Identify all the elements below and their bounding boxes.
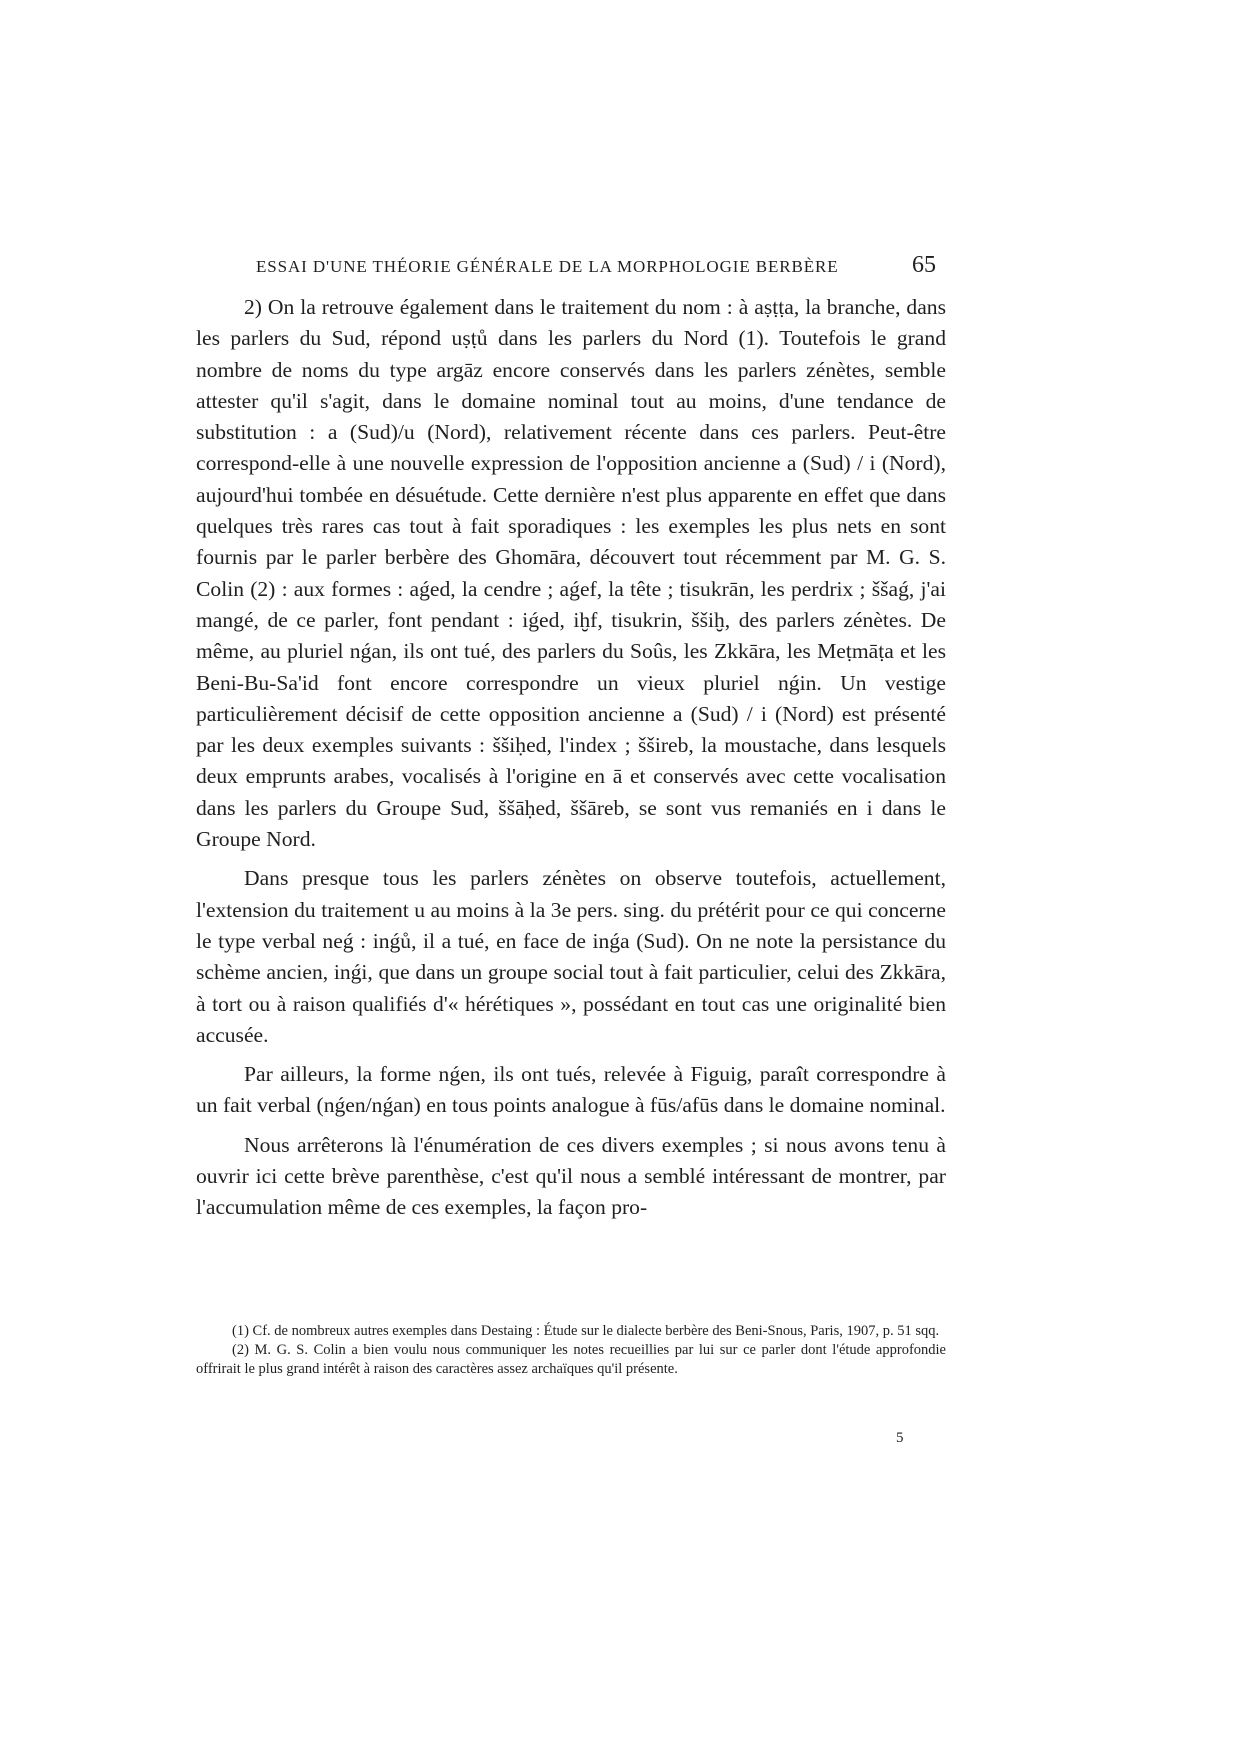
footnote-1: (1) Cf. de nombreux autres exemples dans Destaing : Étude sur le dialecte berbère des Beni-Snous, Paris, 1907, p. 51 sqq.: [232, 1323, 940, 1339]
page-number: 65: [912, 252, 936, 278]
signature-mark: 5: [896, 1430, 904, 1446]
footnotes: [196, 1322, 946, 1379]
paragraph-4: Nous arrêterons là l'énumération de ces divers exemples ; si nous avons tenu à ouvrir ici cette brève parenthèse, c'est qu'il nous a semblé intéressant de montrer, par l'accumulation même de ces exemples, la façon pro-: [196, 1132, 946, 1220]
body-text: [196, 292, 946, 1224]
running-title: ESSAI D'UNE THÉORIE GÉNÉRALE DE LA MORPHOLOGIE BERBÈRE: [256, 257, 839, 276]
paragraph-1: 2) On la retrouve également dans le traitement du nom : à aṣṭṭa, la branche, dans les parlers du Sud, répond uṣṭů dans les parlers du Nord (1). Toutefois le grand nombre de noms du type argāz encore conservés dans les parlers zénètes, semble attester qu'il s'agit, dans le domaine nominal tout au moins, d'une tendance de substitution : a (Sud)/u (Nord), relativement récente dans ces parlers. Peut-être correspond-elle à une nouvelle expression de l'opposition ancienne a (Sud) / i (Nord), aujourd'hui tombée en désuétude. Cette dernière n'est plus apparente en effet que dans quelques très rares cas tout à fait sporadiques : les exemples les plus nets en sont fournis par le parler berbère des Ghomāra, découvert tout récemment par M. G. S. Colin (2) : aux formes : aǵed, la cendre ; aǵef, la tête ; tisukrān, les perdrix ; ššaǵ, j'ai mangé, de ce parler, font pendant : iǵed, iḫf, tisukrin, ššiḫ, des parlers zénètes. De même, au pluriel nǵan, ils ont tué, des parlers du Soûs, les Zkkāra, les Meṭmāṭa et les Beni-Bu-Sa'id font encore correspondre un vieux pluriel nǵin. Un vestige particulièrement décisif de cette opposition ancienne a (Sud) / i (Nord) est présenté par les deux exemples suivants : ššiḥed, l'index ; ššireb, la moustache, dans lesquels deux emprunts arabes, vocalisés à l'origine en ā et conservés avec cette vocalisation dans les parlers du Groupe Sud, ššāḥed, ššāreb, se sont vus remaniés en i dans le Groupe Nord.: [196, 295, 946, 852]
running-head: [256, 252, 936, 279]
paragraph-2: Dans presque tous les parlers zénètes on observe toutefois, actuellement, l'extension du traitement u au moins à la 3e pers. sing. du prétérit pour ce qui concerne le type verbal neǵ : inǵů, il a tué, en face de inǵa (Sud). On ne note la persistance du schème ancien, inǵi, que dans un groupe social tout à fait particulier, celui des Zkkāra, à tort ou à raison qualifiés d'« hérétiques », possédant en tout cas une originalité bien accusée.: [196, 866, 946, 1047]
footnote-2: (2) M. G. S. Colin a bien voulu nous communiquer les notes recueillies par lui sur ce parler dont l'étude approfondie offrirait le plus grand intérêt à raison des caractères assez archaïques qu'il présente.: [196, 1342, 946, 1377]
paragraph-3: Par ailleurs, la forme nǵen, ils ont tués, relevée à Figuig, paraît correspondre à un fait verbal (nǵen/nǵan) en tous points analogue à fūs/afūs dans le domaine nominal.: [196, 1062, 946, 1118]
